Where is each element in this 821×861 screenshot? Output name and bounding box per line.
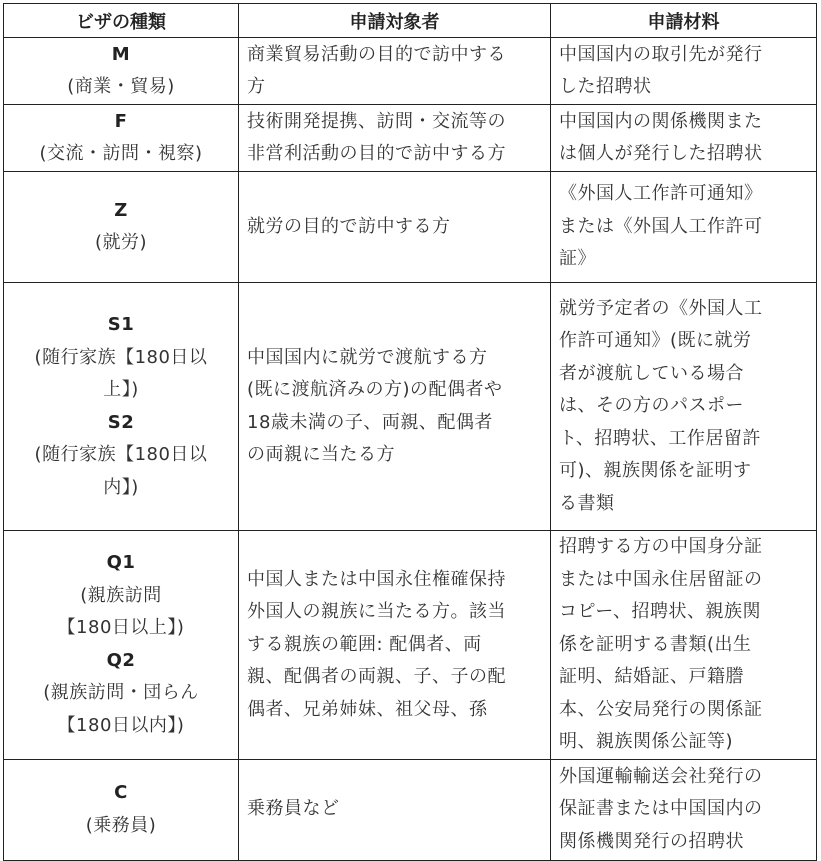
header-row [4,4,817,38]
visa-type-cell [4,283,239,531]
visa-description: (交流・訪問・視察) [39,143,203,164]
visa-type-cell [4,172,239,283]
visa-description: (乗務員) [85,814,157,836]
visa-table [3,3,817,861]
visa-code: S2 [107,411,135,433]
table-row [4,38,817,105]
header-target: 申請対象者 [239,4,551,38]
visa-code: Q2 [106,649,136,671]
visa-description: (随行家族【180日以 内】) [34,444,208,498]
table-row [4,105,817,172]
visa-code: F [114,110,128,132]
visa-code: Q1 [106,552,136,574]
target-cell: 中国人または中国永住権確保持 外国人の親族に当たる方。該当 する親族の範囲: 配偶者、両 親、配偶者の両親、子、子の配 偶者、兄弟姉妹、祖父母、孫 [239,531,551,760]
visa-description: (随行家族【180日以 上】) [34,346,208,400]
visa-description: (就労) [94,232,148,253]
table-row [4,759,817,860]
visa-description: (親族訪問 【180日以上】) [57,584,185,639]
table-row [4,172,817,283]
target-cell: 乗務員など [239,759,551,860]
visa-description: (商業・貿易) [67,76,175,97]
target-cell: 就労の目的で訪中する方 [239,172,551,283]
materials-cell: 招聘する方の中国身分証 または中国永住居留証の コピー、招聘状、親族関 係を証明する書類(出生 証明、結婚証、戸籍謄 本、公安局発行の関係証 明、親族関係公証等) [551,531,817,760]
visa-type-cell [4,759,239,860]
visa-description: (親族訪問・団らん 【180日以内】) [43,682,199,736]
header-visa-type: ビザの種類 [4,4,239,38]
target-cell: 技術開発提携、訪問・交流等の 非営利活動の目的で訪中する方 [239,105,551,172]
visa-code: S1 [107,314,135,335]
materials-cell: 中国国内の関係機関また は個人が発行した招聘状 [551,105,817,172]
visa-code: M [111,43,131,65]
materials-cell: 中国国内の取引先が発行 した招聘状 [551,38,817,105]
visa-type-cell [4,38,239,105]
materials-cell: 就労予定者の《外国人工 作許可通知》(既に就労 者が渡航している場合 は、その方のパスポー ト、招聘状、工作居留許 可)、親族関係を証明す る書類 [551,283,817,531]
visa-type-cell [4,531,239,760]
target-cell: 中国国内に就労で渡航する方 (既に渡航済みの方)の配偶者や 18歳未満の子、両親、配偶者 の両親に当たる方 [239,283,551,531]
materials-cell: 《外国人工作許可通知》 または《外国人工作許可 証》 [551,172,817,283]
table-row [4,283,817,531]
visa-code: Z [114,199,128,221]
visa-code: C [114,782,128,803]
header-materials: 申請材料 [551,4,817,38]
target-cell: 商業貿易活動の目的で訪中する 方 [239,38,551,105]
table-row [4,531,817,760]
visa-type-cell [4,105,239,172]
materials-cell: 外国運輸輸送会社発行の 保証書または中国国内の 関係機関発行の招聘状 [551,759,817,860]
